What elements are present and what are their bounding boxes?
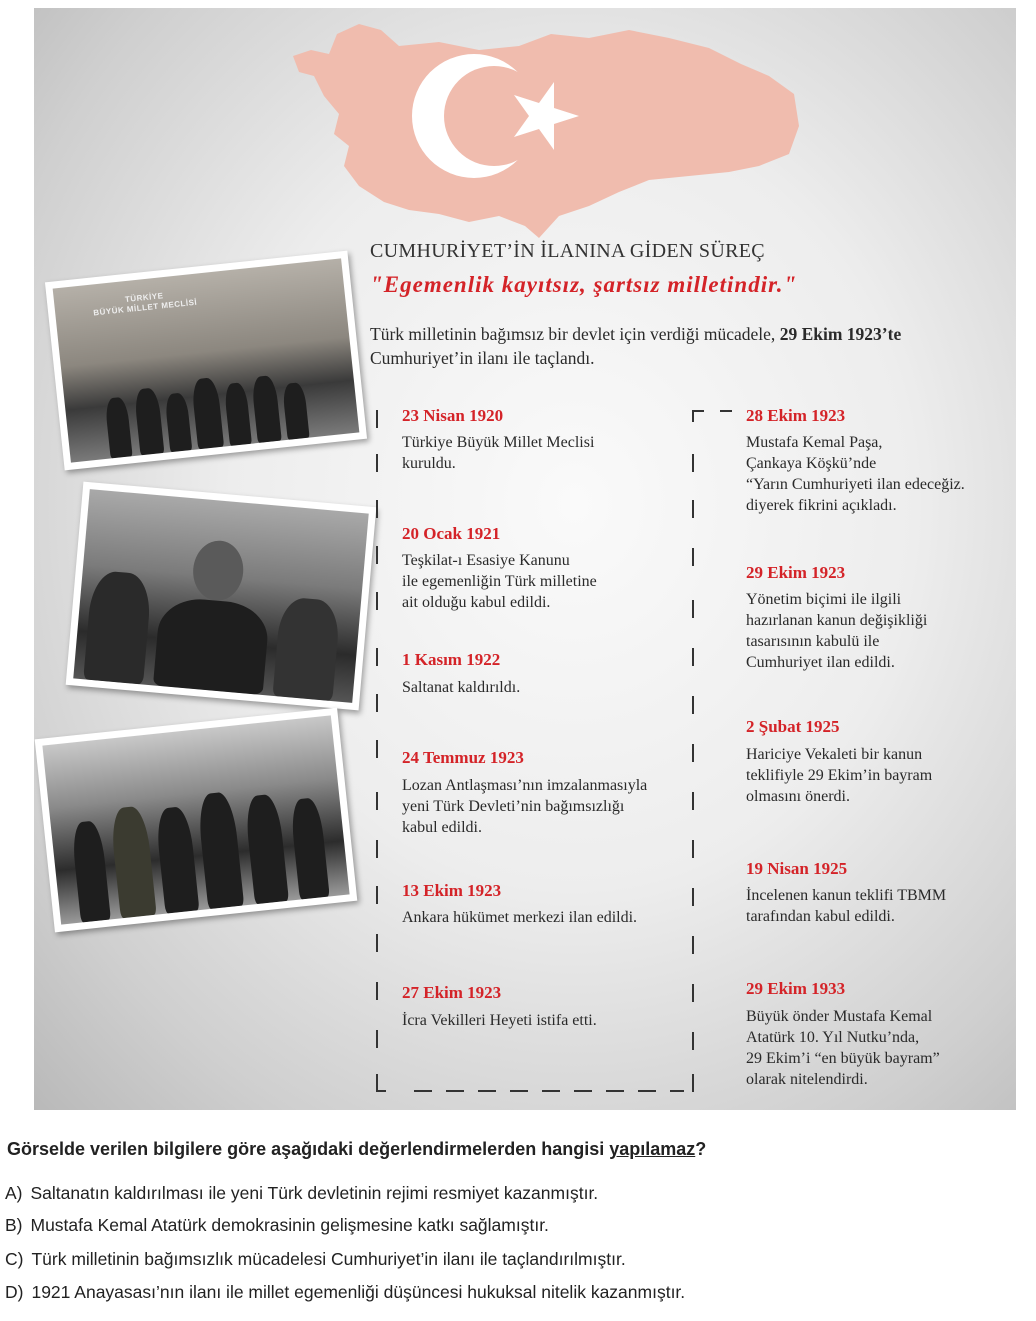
event-date: 20 Ocak 1921 [402, 524, 501, 543]
photo-ataturk-waving [66, 482, 377, 711]
poster-title: CUMHURİYET’İN İLANINA GİDEN SÜREÇ [370, 240, 765, 262]
option-text: 1921 Anayasası’nın ilanı ile millet egemenliği düşüncesi hukuksal nitelik kazanmıştır. [31, 1282, 686, 1302]
option-c[interactable] [5, 1249, 626, 1270]
option-text: Türk milletinin bağımsızlık mücadelesi Cumhuriyet’in ilanı ile taçlandırılmıştır. [31, 1249, 626, 1269]
event-text: Yönetim biçimi ile ilgili hazırlanan kanun değişikliği tasarısının kabulü ile Cumhuriyet ilan edildi. [746, 591, 928, 671]
question-mark: ? [695, 1139, 707, 1159]
event-text: Hariciye Vekaleti bir kanun teklifiyle 29 Ekim’in bayram olmasını önerdi. [746, 746, 933, 805]
event-date: 19 Nisan 1925 [746, 859, 848, 878]
event-date: 24 Temmuz 1923 [402, 748, 524, 767]
photo-ataturk-walking [35, 708, 358, 933]
intro-text-end: Cumhuriyet’in ilanı ile taçlandı. [370, 348, 595, 368]
event-date: 28 Ekim 1923 [746, 406, 846, 425]
option-label: B) [5, 1215, 23, 1235]
photo-tbmm-building [45, 251, 367, 471]
photo-image [53, 258, 360, 462]
event-text: İcra Vekilleri Heyeti istifa etti. [402, 1012, 597, 1029]
question-stem: Görselde verilen bilgilere göre aşağıdaki değerlendirmelerden hangisi [7, 1139, 610, 1159]
option-label: D) [5, 1282, 24, 1302]
option-a[interactable] [5, 1183, 598, 1204]
poster [34, 8, 1016, 1110]
event-date: 13 Ekim 1923 [402, 881, 502, 900]
option-label: C) [5, 1249, 24, 1269]
event-text: Büyük önder Mustafa Kemal Atatürk 10. Yıl Nutku’nda, 29 Ekim’i “en büyük bayram” olarak nitelendirdi. [746, 1008, 940, 1088]
intro-text: Türk milletinin bağımsız bir devlet için verdiği mücadele, [370, 324, 780, 344]
photo-image [73, 489, 368, 703]
event-text: Ankara hükümet merkezi ilan edildi. [402, 909, 638, 926]
event-date: 1 Kasım 1922 [402, 650, 501, 669]
event-date: 29 Ekim 1923 [746, 563, 846, 582]
option-d[interactable] [5, 1282, 685, 1303]
event-text: Saltanat kaldırıldı. [402, 679, 521, 696]
poster-intro [370, 322, 990, 370]
event-date: 2 Şubat 1925 [746, 717, 840, 736]
event-text: Türkiye Büyük Millet Meclisi kuruldu. [402, 434, 595, 472]
event-date: 27 Ekim 1923 [402, 983, 502, 1002]
intro-date: 29 Ekim 1923’te [779, 324, 902, 344]
event-text: İncelenen kanun teklifi TBMM tarafından kabul edildi. [746, 887, 947, 925]
option-label: A) [5, 1183, 23, 1203]
turkey-flag-map [289, 16, 809, 241]
option-text: Mustafa Kemal Atatürk demokrasinin gelişmesine katkı sağlamıştır. [30, 1215, 549, 1235]
event-text: Lozan Antlaşması’nın imzalanmasıyla yeni Türk Devleti’nin bağımsızlığı kabul edildi. [402, 777, 648, 836]
event-text: Mustafa Kemal Paşa, Çankaya Köşkü’nde “Yarın Cumhuriyeti ilan edeceğiz. diyerek fikrini açıkladı. [746, 434, 965, 514]
option-text: Saltanatın kaldırılması ile yeni Türk devletinin rejimi resmiyet kazanmıştır. [30, 1183, 599, 1203]
event-date: 23 Nisan 1920 [402, 406, 504, 425]
question-text [7, 1139, 706, 1160]
event-text: Teşkilat-ı Esasiye Kanunu ile egemenliğin Türk milletine ait olduğu kabul edildi. [402, 552, 597, 611]
option-b[interactable] [5, 1215, 549, 1236]
question-keyword: yapılamaz [609, 1139, 696, 1159]
building-sign: TÜRKİYE BÜYÜK MİLLET MECLİSİ [92, 291, 198, 318]
poster-quote: "Egemenlik kayıtsız, şartsız milletindir." [370, 272, 798, 297]
event-date: 29 Ekim 1933 [746, 979, 846, 998]
photo-image [42, 715, 349, 924]
